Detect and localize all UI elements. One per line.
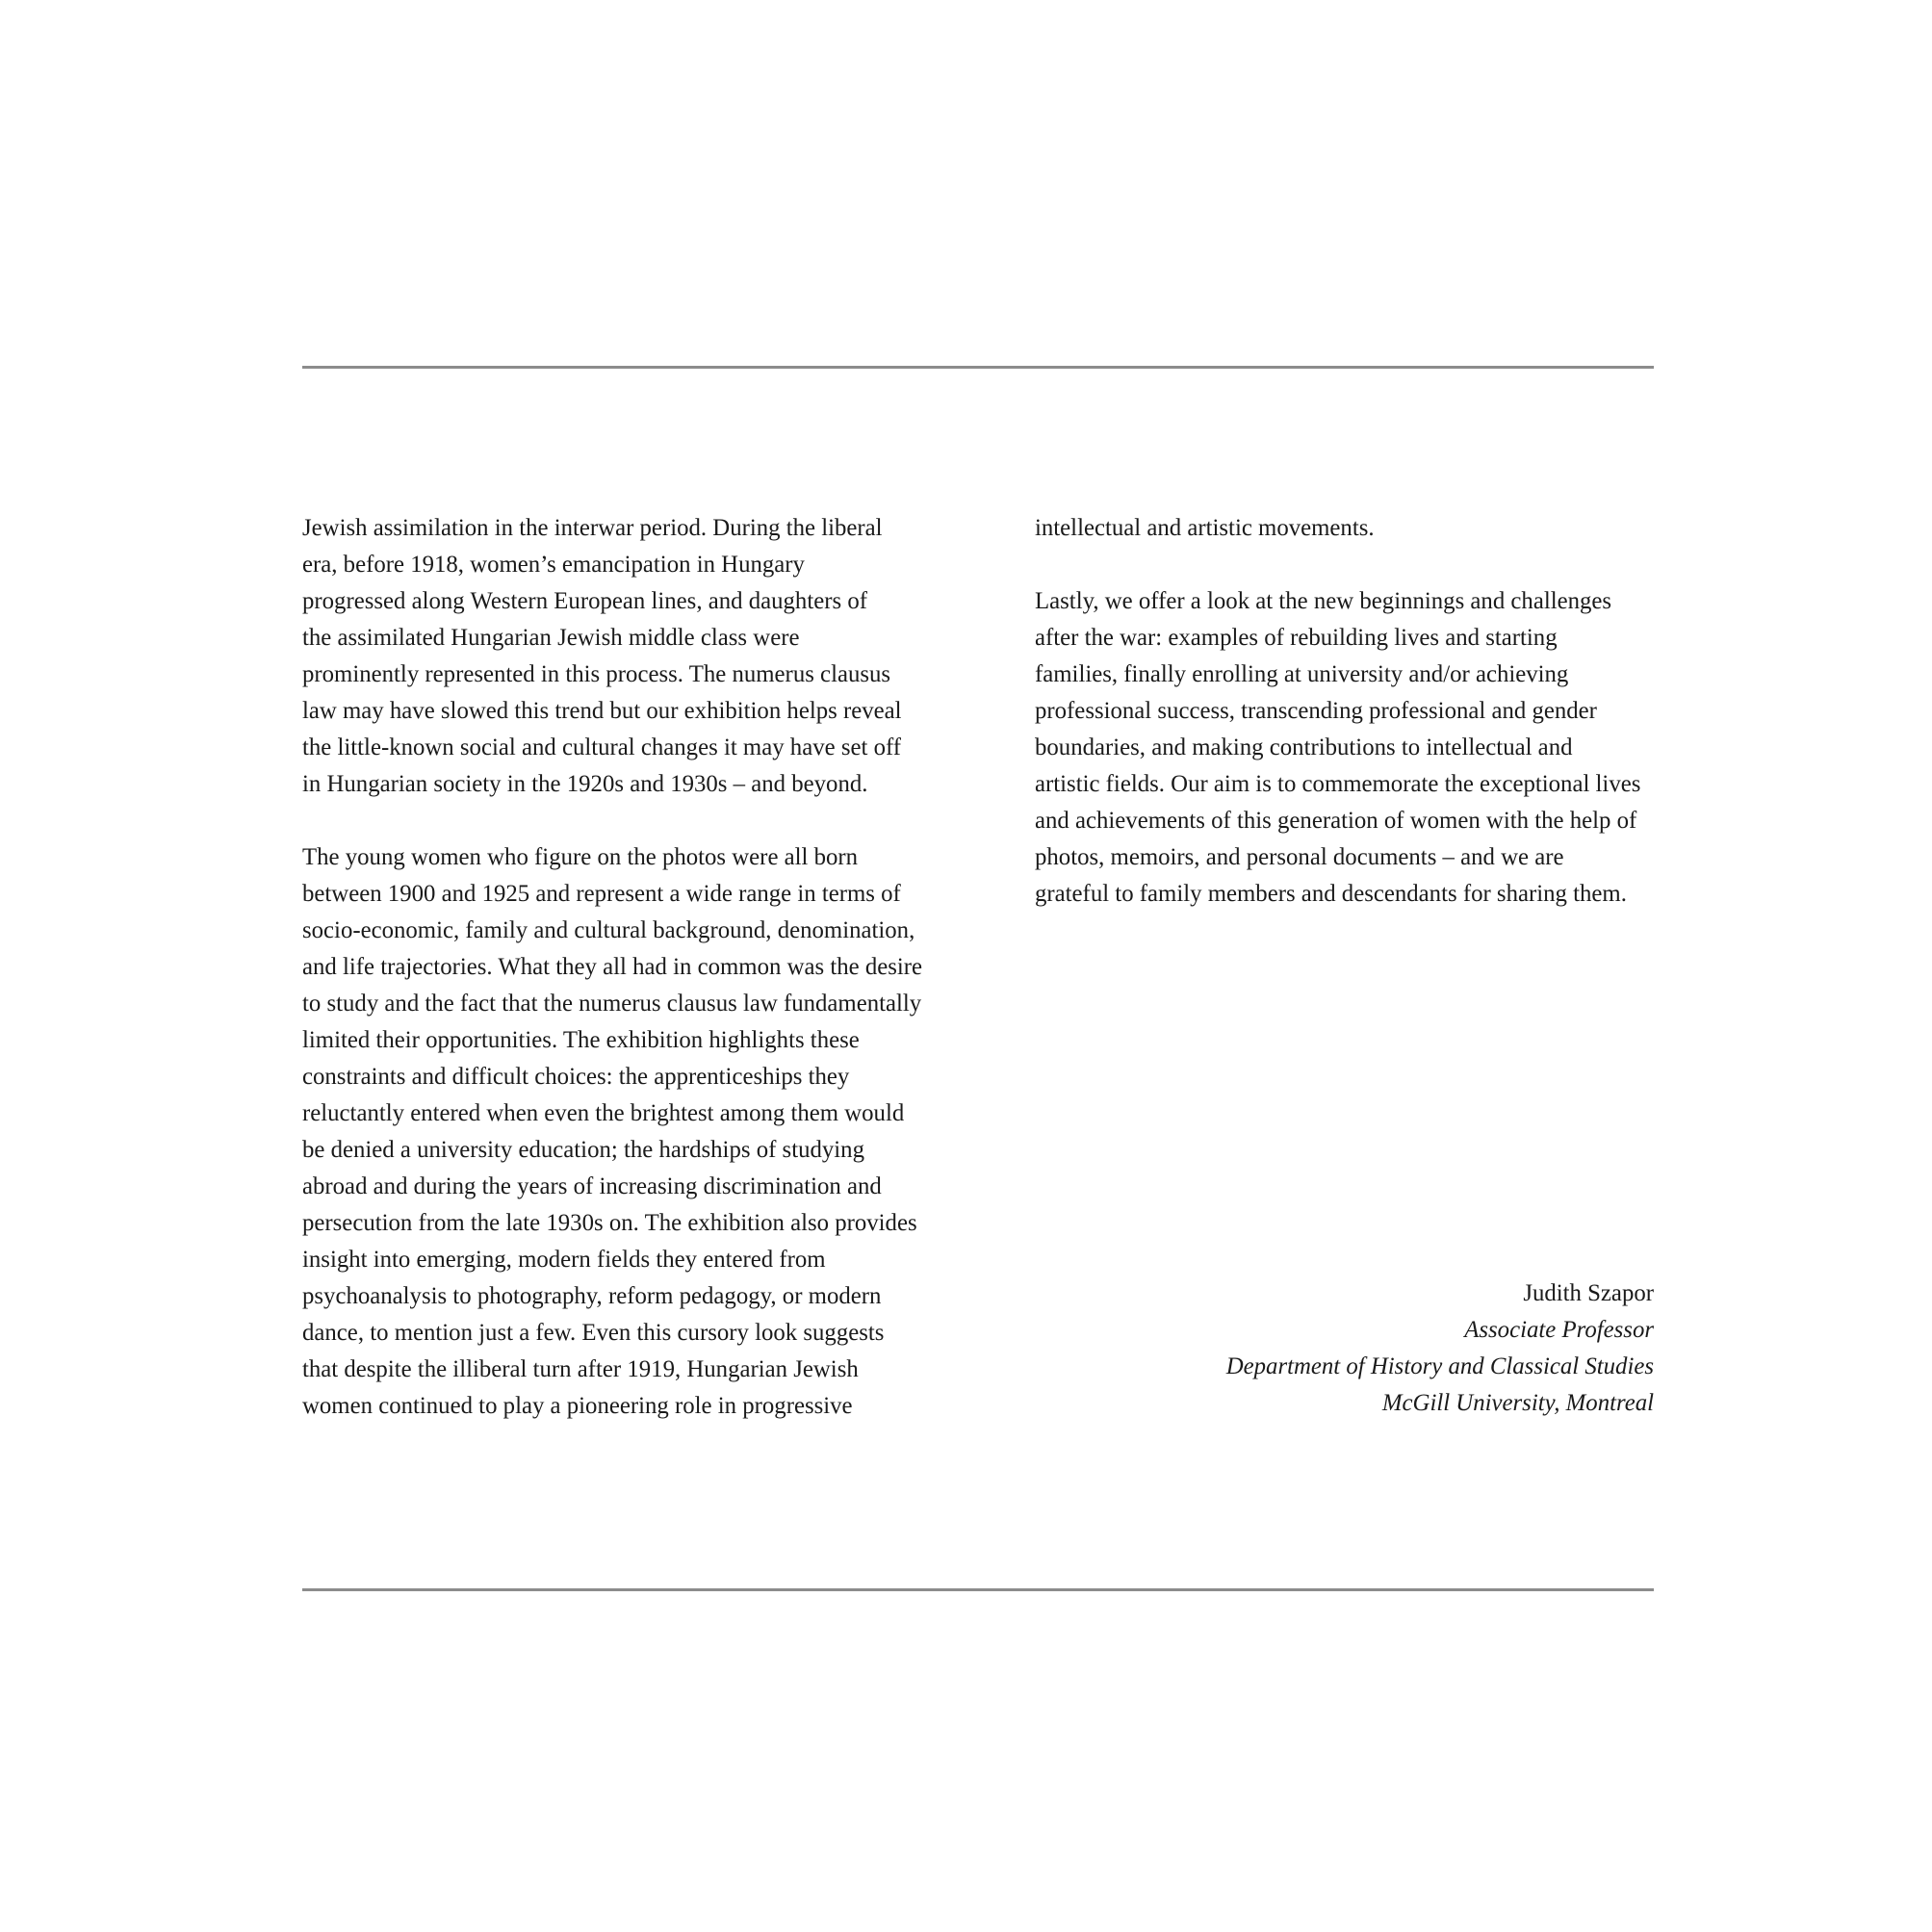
text-line: abroad and during the years of increasing discrimination and	[302, 1173, 882, 1199]
text-line: that despite the illiberal turn after 1919, Hungarian Jewish	[302, 1356, 859, 1382]
text-line: intellectual and artistic movements.	[1035, 515, 1375, 541]
text-line: dance, to mention just a few. Even this cursory look suggests	[302, 1320, 885, 1346]
text-line: boundaries, and making contributions to intellectual and	[1035, 734, 1573, 760]
text-line: grateful to family members and descendants for sharing them.	[1035, 881, 1627, 907]
text-line: constraints and difficult choices: the apprenticeships they	[302, 1064, 850, 1090]
text-line: between 1900 and 1925 and represent a wide range in terms of	[302, 881, 901, 907]
text-line: after the war: examples of rebuilding lives and starting	[1035, 625, 1558, 651]
text-line: families, finally enrolling at university and/or achieving	[1035, 661, 1569, 687]
text-line: reluctantly entered when even the brightest among them would	[302, 1100, 905, 1126]
text-line: and life trajectories. What they all had in common was the desire	[302, 954, 923, 980]
top-divider	[302, 366, 1654, 369]
text-line: The young women who figure on the photos were all born	[302, 844, 859, 870]
left-paragraph-1	[302, 510, 930, 803]
author-name: Judith Szapor	[1523, 1280, 1654, 1306]
text-line: socio-economic, family and cultural background, denomination,	[302, 917, 915, 943]
text-line: to study and the fact that the numerus clausus law fundamentally	[302, 991, 922, 1017]
text-line: artistic fields. Our aim is to commemorate the exceptional lives	[1035, 771, 1641, 797]
left-paragraph-2	[302, 839, 930, 1425]
text-line: limited their opportunities. The exhibition highlights these	[302, 1027, 860, 1053]
text-line: professional success, transcending professional and gender	[1035, 698, 1597, 724]
author-department: Department of History and Classical Studies	[1225, 1353, 1654, 1379]
signature-block	[1059, 1275, 1654, 1422]
text-line: Jewish assimilation in the interwar period. During the liberal	[302, 515, 883, 541]
right-paragraph-2	[1035, 583, 1661, 913]
text-line: photos, memoirs, and personal documents – and we are	[1035, 844, 1564, 870]
text-line: Lastly, we offer a look at the new beginnings and challenges	[1035, 588, 1612, 614]
left-column	[302, 510, 930, 1425]
text-line: progressed along Western European lines, and daughters of	[302, 588, 867, 614]
right-column	[1035, 510, 1661, 913]
bottom-divider	[302, 1588, 1654, 1591]
text-line: era, before 1918, women’s emancipation in Hungary	[302, 552, 805, 578]
paragraph-gap	[1035, 547, 1661, 583]
text-line: prominently represented in this process. The numerus clausus	[302, 661, 891, 687]
text-line: the assimilated Hungarian Jewish middle class were	[302, 625, 800, 651]
author-title: Associate Professor	[1464, 1317, 1654, 1343]
text-line: law may have slowed this trend but our exhibition helps reveal	[302, 698, 902, 724]
text-line: in Hungarian society in the 1920s and 1930s – and beyond.	[302, 771, 868, 797]
text-line: persecution from the late 1930s on. The exhibition also provides	[302, 1210, 917, 1236]
text-line: insight into emerging, modern fields they entered from	[302, 1247, 826, 1273]
text-line: be denied a university education; the hardships of studying	[302, 1137, 864, 1163]
author-institution: McGill University, Montreal	[1381, 1390, 1654, 1416]
right-paragraph-1	[1035, 510, 1661, 547]
text-line: the little-known social and cultural changes it may have set off	[302, 734, 902, 760]
paragraph-gap	[302, 803, 930, 839]
text-line: and achievements of this generation of women with the help of	[1035, 808, 1637, 834]
text-line: psychoanalysis to photography, reform pedagogy, or modern	[302, 1283, 882, 1309]
text-line: women continued to play a pioneering role in progressive	[302, 1393, 853, 1419]
